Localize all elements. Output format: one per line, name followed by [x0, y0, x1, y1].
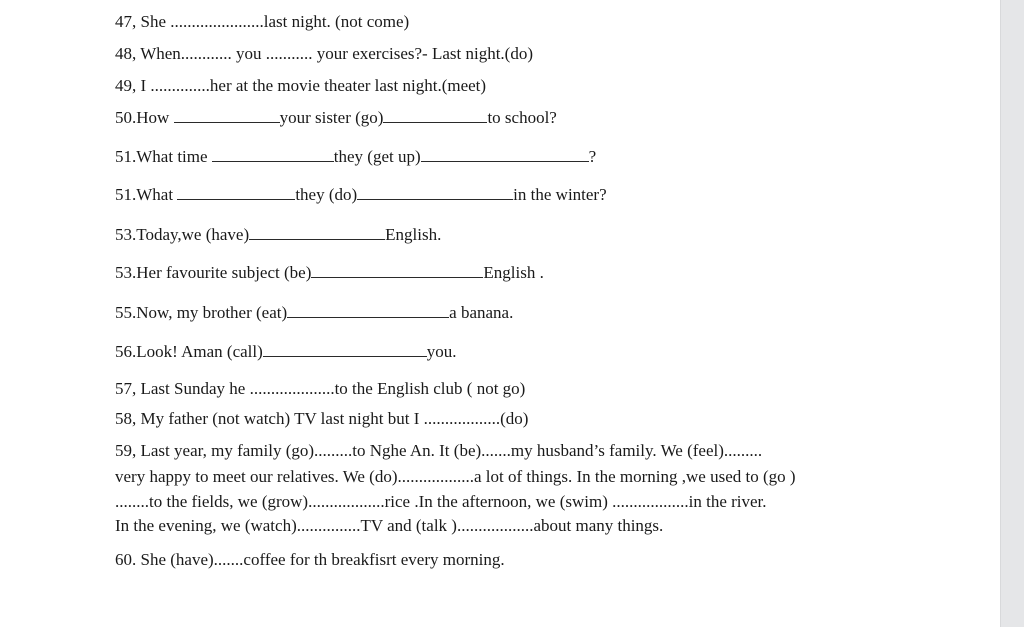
- q50-text-2: your sister (go): [279, 108, 384, 127]
- q59-1-dots-3: .........: [723, 441, 763, 460]
- q60-dots: .......: [213, 550, 244, 569]
- q59-2-dots: ..................: [397, 467, 475, 486]
- q60-text: 60. She (have): [115, 550, 214, 569]
- q51b-text-2: they (do): [295, 185, 358, 204]
- q55-text-2: a banana.: [449, 303, 514, 322]
- q59-2-text: very happy to meet our relatives. We (do): [115, 467, 398, 486]
- q53b-text-2: English .: [483, 263, 544, 282]
- q57-dots: ....................: [249, 379, 335, 398]
- q51b-text-3: in the winter?: [513, 185, 607, 204]
- q53a-text: 53.Today,we (have): [115, 225, 250, 244]
- q58-text-2: (do): [500, 409, 529, 428]
- q53b-text: 53.Her favourite subject (be): [115, 263, 312, 282]
- q59-1-text-3: my husband’s family. We (feel): [510, 441, 724, 460]
- question-53-b: [115, 261, 544, 284]
- question-59-line-4: [115, 515, 663, 537]
- q56-text-2: you.: [426, 342, 457, 361]
- q50-blank-2: [383, 106, 487, 123]
- question-56: [115, 340, 457, 363]
- q57-text-2: to the English club ( not go): [334, 379, 526, 398]
- q53b-blank: [311, 261, 483, 278]
- question-47: [115, 11, 409, 33]
- question-48: [115, 43, 533, 65]
- q55-blank: [287, 301, 449, 318]
- q51a-text-2: they (get up): [333, 147, 421, 166]
- q47-text: 47, She: [115, 12, 171, 31]
- q48-dots-1: ............: [180, 44, 232, 63]
- q49-text-2: her at the movie theater last night.(meet): [209, 76, 487, 95]
- question-51-b: [115, 183, 607, 206]
- q59-1-dots-2: .......: [481, 441, 511, 460]
- q59-2-text-2: a lot of things. In the morning ,we used to (go ): [474, 467, 796, 486]
- q59-3-text-2: rice .In the afternoon, we (swim): [384, 492, 613, 511]
- q59-3-dots-1: ........: [115, 492, 149, 511]
- q50-text-3: to school?: [487, 108, 557, 127]
- q59-4-dots-2: ..................: [456, 516, 534, 535]
- q48-text-3: your exercises?- Last night.(do): [312, 44, 533, 63]
- q51b-blank-2: [357, 183, 513, 200]
- q56-blank: [263, 340, 427, 357]
- q51a-blank-1: [212, 145, 334, 162]
- q53a-blank: [249, 223, 385, 240]
- q49-dots: ..............: [150, 76, 210, 95]
- q59-1-text: 59, Last year, my family (go): [115, 441, 315, 460]
- q56-text: 56.Look! Aman (call): [115, 342, 263, 361]
- q59-3-text: to the fields, we (grow): [149, 492, 309, 511]
- question-57: [115, 378, 525, 400]
- q50-text: 50.How: [115, 108, 174, 127]
- q58-text: 58, My father (not watch) TV last night but I: [115, 409, 424, 428]
- q59-4-text: In the evening, we (watch): [115, 516, 297, 535]
- q48-text: 48, When: [115, 44, 181, 63]
- question-59-line-3: [115, 491, 767, 513]
- question-50: [115, 106, 557, 129]
- q58-dots: ..................: [423, 409, 501, 428]
- q60-text-2: coffee for th breakfisrt every morning.: [243, 550, 505, 569]
- q55-text: 55.Now, my brother (eat): [115, 303, 288, 322]
- q51a-text-3: ?: [588, 147, 597, 166]
- question-59-line-1: [115, 440, 762, 462]
- q57-text: 57, Last Sunday he: [115, 379, 250, 398]
- q59-1-text-2: to Nghe An. It (be): [352, 441, 482, 460]
- question-51-a: [115, 145, 596, 168]
- page-edge: [1000, 0, 1024, 627]
- q48-dots-2: ...........: [265, 44, 313, 63]
- q50-blank-1: [174, 106, 280, 123]
- q53a-text-2: English.: [385, 225, 442, 244]
- question-55: [115, 301, 513, 324]
- q51a-text: 51.What time: [115, 147, 212, 166]
- q49-text: 49, I: [115, 76, 151, 95]
- q59-3-dots-2: ..................: [308, 492, 385, 511]
- q59-4-dots-1: ...............: [296, 516, 361, 535]
- q51b-text: 51.What: [115, 185, 178, 204]
- question-59-line-2: [115, 466, 796, 488]
- question-53-a: [115, 223, 441, 246]
- question-58: [115, 408, 528, 430]
- q47-dots: ......................: [170, 12, 264, 31]
- q51b-blank-1: [177, 183, 295, 200]
- q48-text-2: you: [231, 44, 266, 63]
- q59-4-text-3: about many things.: [533, 516, 664, 535]
- question-60: [115, 549, 505, 571]
- q47-text-2: last night. (not come): [263, 12, 410, 31]
- q59-1-dots-1: .........: [314, 441, 353, 460]
- q59-3-dots-3: ..................: [612, 492, 689, 511]
- q59-3-text-3: in the river.: [688, 492, 767, 511]
- question-49: [115, 75, 486, 97]
- q59-4-text-2: TV and (talk ): [360, 516, 457, 535]
- q51a-blank-2: [421, 145, 589, 162]
